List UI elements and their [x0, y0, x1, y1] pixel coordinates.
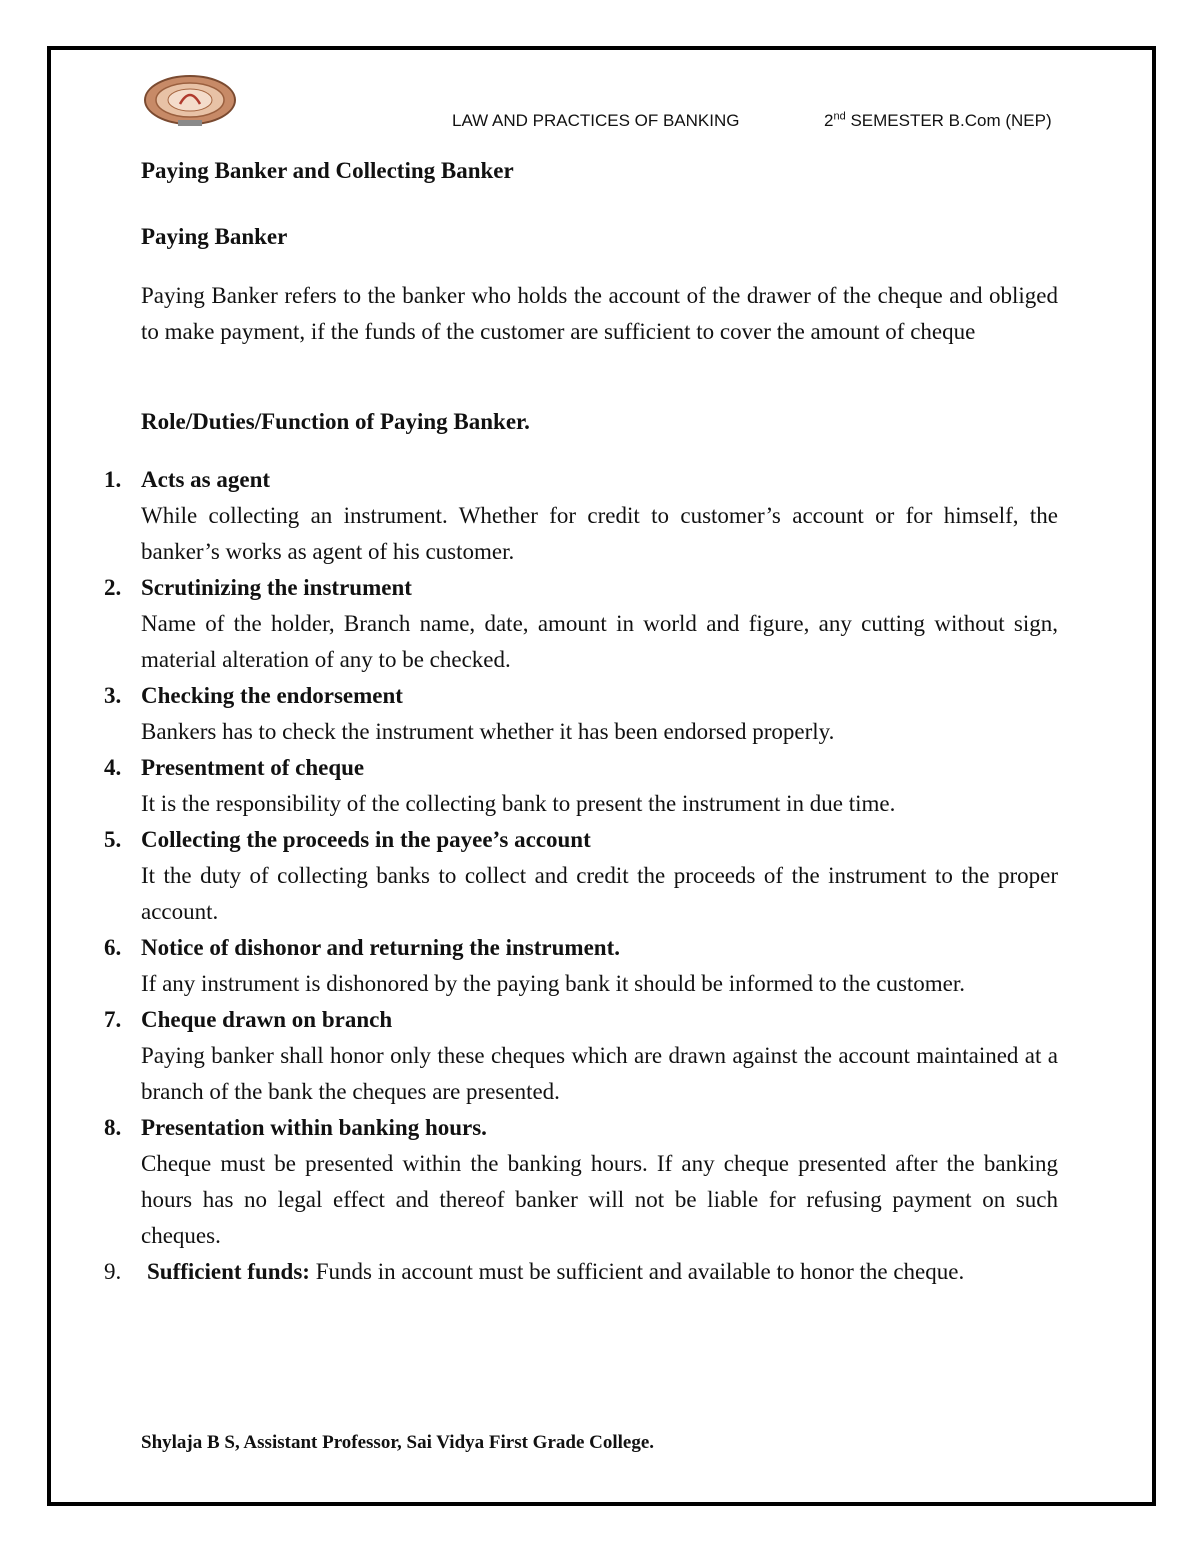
list-item-text: It is the responsibility of the collecting bank to present the instrument in due time. — [141, 791, 896, 816]
college-logo-icon — [142, 74, 238, 130]
list-item: 1. Acts as agent While collecting an instrument. Whether for credit to customer’s account or for himself, the banker’s works as agent of his customer. — [104, 462, 1058, 570]
list-item-heading: Presentation within banking hours. — [141, 1115, 487, 1140]
list-item-text: While collecting an instrument. Whether for credit to customer’s account or for himself, the banker’s works as agent of his customer. — [141, 503, 1058, 564]
list-item-text: If any instrument is dishonored by the paying bank it should be informed to the customer. — [141, 971, 966, 996]
list-item: 5. Collecting the proceeds in the payee’s account It the duty of collecting banks to collect and credit the proceeds of the instrument to the proper account. — [104, 822, 1058, 930]
list-item-text: Name of the holder, Branch name, date, amount in world and figure, any cutting without sign, material alteration of any to be checked. — [141, 611, 1058, 672]
section-heading: Paying Banker — [141, 224, 288, 249]
course-title: LAW AND PRACTICES OF BANKING — [452, 111, 740, 130]
list-item-text: It the duty of collecting banks to collect and credit the proceeds of the instrument to the proper account. — [141, 863, 1058, 924]
list-item-heading: Checking the endorsement — [141, 683, 403, 708]
list-item-text: Cheque must be presented within the banking hours. If any cheque presented after the banking hours has no legal effect and thereof banker will not be liable for refusing payment on such cheques. — [141, 1151, 1058, 1248]
list-item-text: Bankers has to check the instrument whether it has been endorsed properly. — [141, 719, 835, 744]
page-title: Paying Banker and Collecting Banker — [141, 158, 514, 183]
list-item: 8. Presentation within banking hours. Cheque must be presented within the banking hours. If any cheque presented after the banking hours has no legal effect and thereof banker will not be liable for refusing payment on such cheques. — [104, 1110, 1058, 1254]
list-item-heading: Cheque drawn on branch — [141, 1007, 393, 1032]
list-item: 2. Scrutinizing the instrument Name of the holder, Branch name, date, amount in world and figure, any cutting without sign, material alteration of any to be checked. — [104, 570, 1058, 678]
list-item: 7. Cheque drawn on branch Paying banker shall honor only these cheques which are drawn against the account maintained at a branch of the bank the cheques are presented. — [104, 1002, 1058, 1110]
list-item-heading: Collecting the proceeds in the payee’s account — [141, 827, 591, 852]
list-item-heading: Presentment of cheque — [141, 755, 365, 780]
footer-author: Shylaja B S, Assistant Professor, Sai Vidya First Grade College. — [141, 1432, 655, 1453]
list-item-heading: Notice of dishonor and returning the instrument. — [141, 935, 620, 960]
list-item-heading: Sufficient funds: — [147, 1259, 310, 1284]
list-item-heading: Acts as agent — [141, 467, 271, 492]
list-item: 4. Presentment of cheque It is the responsibility of the collecting bank to present the instrument in due time. — [104, 750, 1058, 822]
list-item: 3. Checking the endorsement Bankers has to check the instrument whether it has been endorsed properly. — [104, 678, 1058, 750]
duties-heading: Role/Duties/Function of Paying Banker. — [141, 409, 530, 434]
semester-label: 2nd SEMESTER B.Com (NEP) — [824, 110, 1052, 130]
list-item: 9. Sufficient funds: Funds in account must be sufficient and available to honor the cheque. — [104, 1259, 965, 1284]
list-item-text: Funds in account must be sufficient and available to honor the cheque. — [315, 1259, 965, 1284]
list-item-heading: Scrutinizing the instrument — [141, 575, 412, 600]
list-item-text: Paying banker shall honor only these cheques which are drawn against the account maintained at a branch of the bank the cheques are presented. — [141, 1043, 1058, 1104]
duties-list — [104, 462, 1058, 1290]
definition-paragraph: Paying Banker refers to the banker who holds the account of the drawer of the cheque and obliged to make payment, if the funds of the customer are sufficient to cover the amount of cheque — [141, 283, 1058, 344]
list-item: 6. Notice of dishonor and returning the instrument. If any instrument is dishonored by the paying bank it should be informed to the customer. — [104, 930, 1058, 1002]
